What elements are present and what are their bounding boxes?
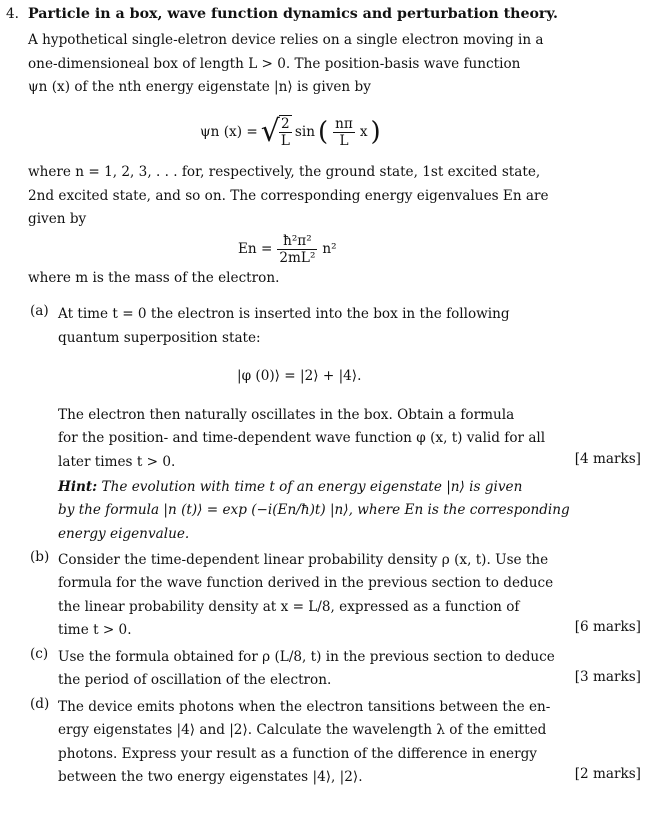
part-b-label: (b) bbox=[30, 549, 50, 565]
sqrt-sign-icon: √ bbox=[260, 114, 280, 149]
sqrt-denominator: L bbox=[280, 133, 290, 149]
part-a-text-2 bbox=[58, 404, 545, 474]
hint-label: Hint: bbox=[58, 479, 98, 495]
part-a-line: for the position- and time-dependent wave function φ (x, t) valid for all bbox=[58, 430, 546, 447]
hint-line: by the formula |n (t)⟩ = exp (−i(En/ħ)t) |n⟩, where En is the corresponding bbox=[58, 502, 570, 519]
psi-equation bbox=[200, 110, 381, 154]
part-b-marks: [6 marks] bbox=[574, 619, 641, 635]
energy-tail: n² bbox=[322, 241, 337, 257]
part-d-label: (d) bbox=[30, 696, 50, 712]
right-paren-icon: ) bbox=[370, 117, 381, 147]
part-b-line: time t > 0. bbox=[58, 621, 132, 638]
part-b-line: the linear probability density at x = L/8, expressed as a function of bbox=[58, 598, 520, 615]
part-b-line: formula for the wave function derived in the previous section to deduce bbox=[58, 575, 554, 592]
part-a-label: (a) bbox=[30, 303, 49, 319]
energy-numerator: ħ²π² bbox=[283, 232, 312, 249]
sqrt-numerator: 2 bbox=[281, 116, 290, 132]
part-d-marks: [2 marks] bbox=[574, 766, 641, 782]
part-a-line: At time t = 0 the electron is inserted into the box in the following bbox=[58, 306, 510, 322]
part-a-line: later times t > 0. bbox=[58, 453, 176, 470]
where-paragraph bbox=[28, 161, 549, 232]
part-a-line: quantum superposition state: bbox=[58, 329, 261, 346]
part-d-line: The device emits photons when the electron tansitions between the en- bbox=[58, 699, 551, 715]
part-a-marks: [4 marks] bbox=[574, 451, 641, 467]
psi-lhs: ψn (x) = bbox=[200, 124, 258, 140]
sin-numerator: nπ bbox=[335, 115, 353, 132]
where-line: 2nd excited state, and so on. The corresponding energy eigenvalues En are bbox=[28, 187, 549, 204]
question-number: 4. bbox=[6, 6, 19, 22]
intro-line: ψn (x) of the nth energy eigenstate |n⟩ is given by bbox=[28, 79, 371, 95]
part-c-marks: [3 marks] bbox=[574, 669, 641, 685]
hint-line: energy eigenvalue. bbox=[58, 525, 190, 542]
mass-line: where m is the mass of the electron. bbox=[28, 270, 280, 286]
energy-lhs: En = bbox=[238, 241, 273, 257]
sin-text: sin bbox=[294, 124, 315, 140]
part-d-line: photons. Express your result as a function of the difference in energy bbox=[58, 745, 537, 762]
sin-variable: x bbox=[359, 124, 368, 140]
hint-line: The evolution with time t of an energy eigenstate |n⟩ is given bbox=[101, 479, 523, 495]
part-a-line: The electron then naturally oscillates in the box. Obtain a formula bbox=[58, 407, 515, 423]
energy-equation bbox=[238, 229, 337, 269]
part-a-text bbox=[58, 303, 510, 350]
intro-paragraph bbox=[28, 29, 544, 100]
part-d-line: between the two energy eigenstates |4⟩, |2⟩. bbox=[58, 768, 363, 785]
part-c-text bbox=[58, 646, 555, 693]
intro-line: one-dimensioneal box of length L > 0. The position-basis wave function bbox=[28, 55, 521, 72]
energy-denominator: 2mL² bbox=[279, 249, 316, 266]
intro-line: A hypothetical single-eletron device relies on a single electron moving in a bbox=[28, 32, 544, 48]
part-d-line: ergy eigenstates |4⟩ and |2⟩. Calculate the wavelength λ of the emitted bbox=[58, 722, 547, 739]
where-line: given by bbox=[28, 211, 87, 227]
part-b-line: Consider the time-dependent linear probability density ρ (x, t). Use the bbox=[58, 552, 549, 568]
part-b-text bbox=[58, 549, 553, 642]
part-c-line: the period of oscillation of the electron. bbox=[58, 672, 332, 689]
part-c-label: (c) bbox=[30, 646, 49, 662]
left-paren-icon: ( bbox=[317, 117, 329, 147]
where-line: where n = 1, 2, 3, . . . for, respectively, the ground state, 1st excited state, bbox=[28, 164, 541, 180]
sin-denominator: L bbox=[333, 132, 355, 149]
question-title: Particle in a box, wave function dynamics and perturbation theory. bbox=[28, 6, 558, 22]
part-d-text bbox=[58, 696, 550, 789]
part-a-hint bbox=[58, 476, 570, 546]
part-c-line: Use the formula obtained for ρ (L/8, t) in the previous section to deduce bbox=[58, 649, 555, 665]
superposition-equation: |φ (0)⟩ = |2⟩ + |4⟩. bbox=[237, 368, 362, 384]
